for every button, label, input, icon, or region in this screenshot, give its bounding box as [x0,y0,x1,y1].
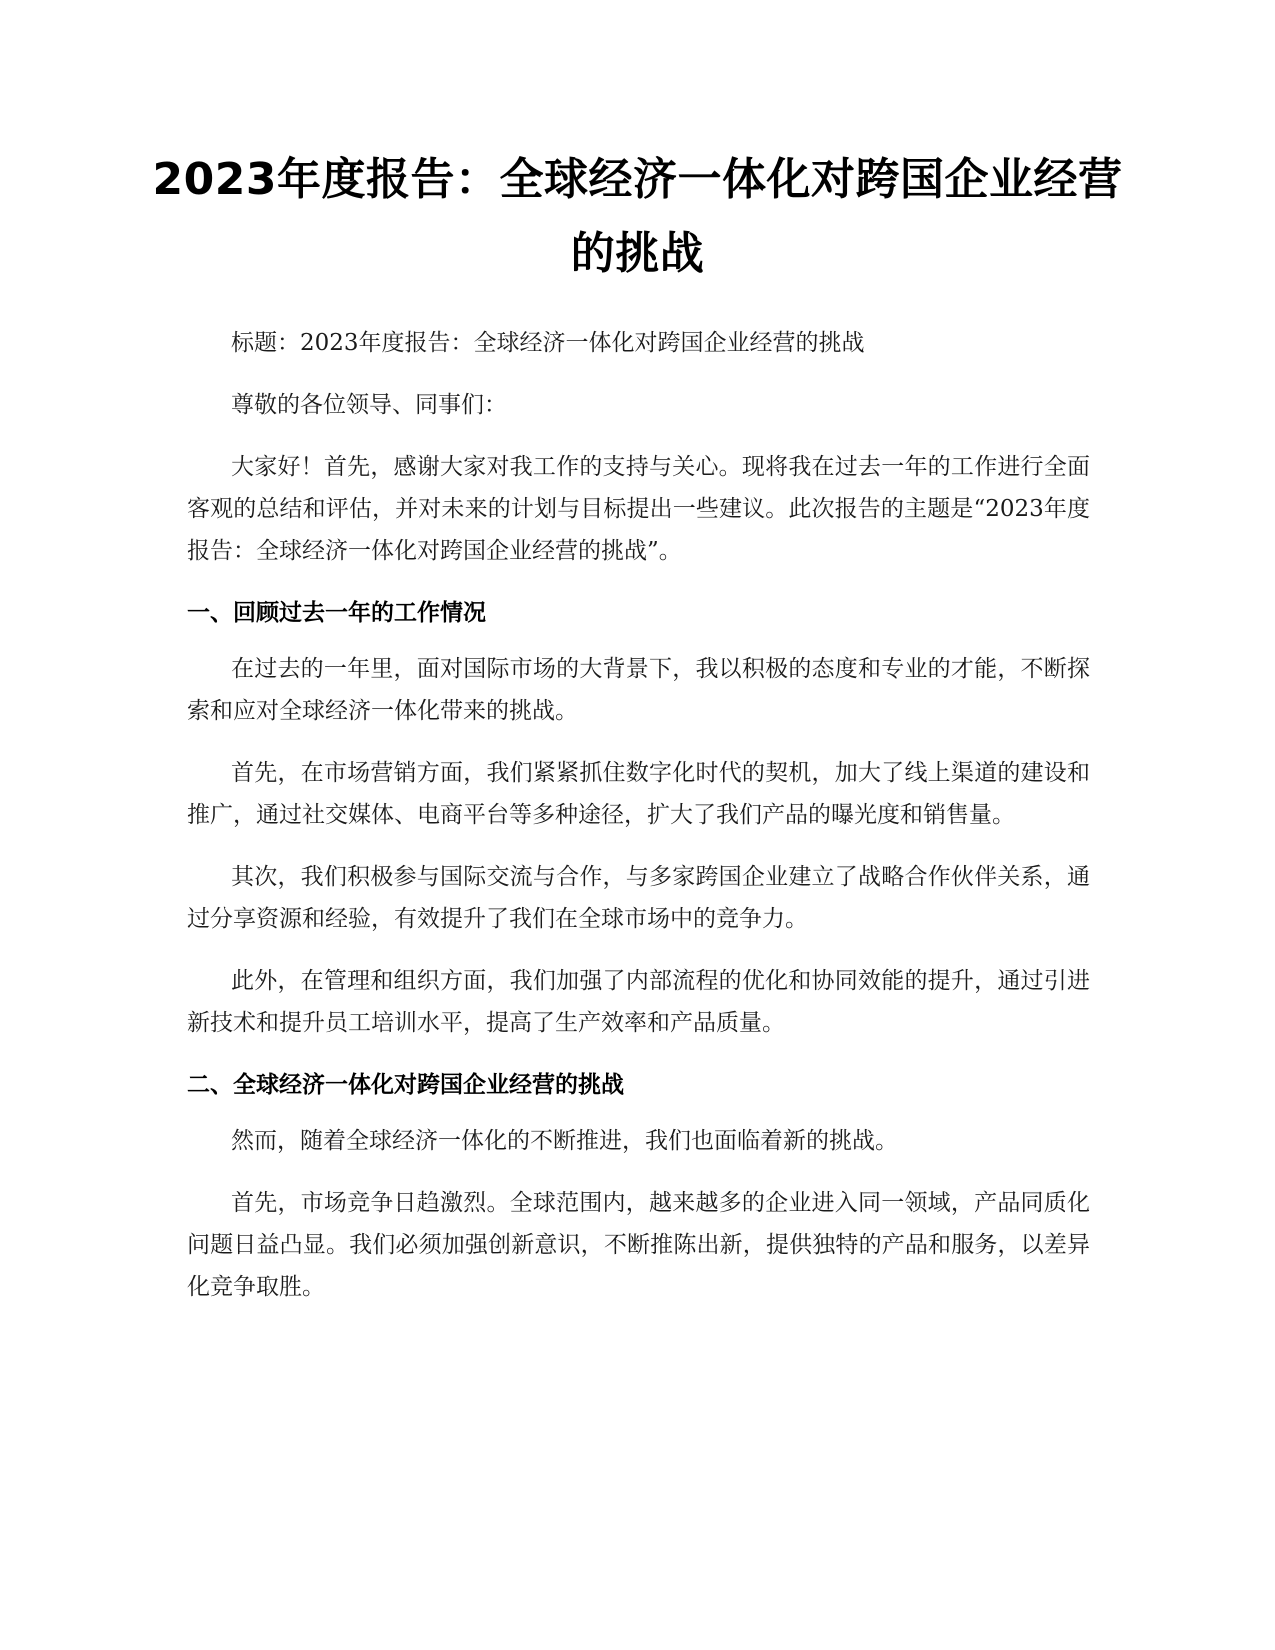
section2-paragraph-1: 然而，随着全球经济一体化的不断推进，我们也面临着新的挑战。 [231,1128,898,1154]
section-heading-2: 二、全球经济一体化对跨国企业经营的挑战 [187,1072,624,1098]
section2-paragraph-2: 首先，市场竞争日趋激烈。全球范围内，越来越多的企业进入同一领域，产品同质化问题日益凸显。我们必须加强创新意识，不断推陈出新，提供独特的产品和服务，以差异化竞争取胜。 [187,1190,1090,1300]
document-title: 2023年度报告：全球经济一体化对跨国企业经营的挑战 [152,154,1123,279]
section1-paragraph-4: 此外，在管理和组织方面，我们加强了内部流程的优化和协同效能的提升，通过引进新技术和提升员工培训水平，提高了生产效率和产品质量。 [187,968,1090,1036]
document-body [187,322,1090,1328]
subtitle-line: 标题：2023年度报告：全球经济一体化对跨国企业经营的挑战 [231,330,865,356]
section1-paragraph-2: 首先，在市场营销方面，我们紧紧抓住数字化时代的契机，加大了线上渠道的建设和推广，通过社交媒体、电商平台等多种途径，扩大了我们产品的曝光度和销售量。 [187,760,1090,828]
section1-paragraph-3: 其次，我们积极参与国际交流与合作，与多家跨国企业建立了战略合作伙伴关系，通过分享资源和经验，有效提升了我们在全球市场中的竞争力。 [187,864,1090,932]
greeting: 尊敬的各位领导、同事们： [231,392,507,418]
intro-paragraph: 大家好！首先，感谢大家对我工作的支持与关心。现将我在过去一年的工作进行全面客观的总结和评估，并对未来的计划与目标提出一些建议。此次报告的主题是“2023年度报告：全球经济一体化对跨国企业经营的挑战”。 [187,454,1090,564]
section1-paragraph-1: 在过去的一年里，面对国际市场的大背景下，我以积极的态度和专业的才能，不断探索和应对全球经济一体化带来的挑战。 [187,656,1090,724]
section-heading-1: 一、回顾过去一年的工作情况 [187,600,486,626]
